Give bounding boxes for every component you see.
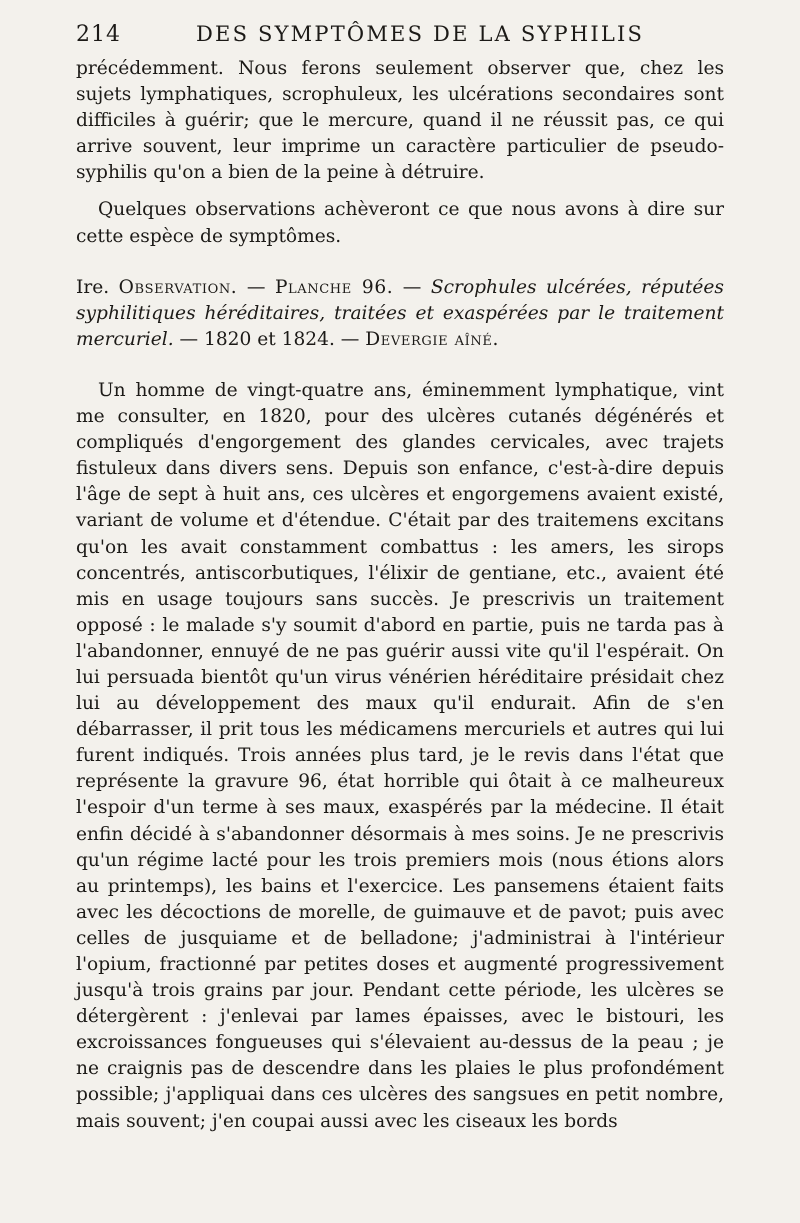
observation-author: Devergie aîné. [365, 328, 499, 350]
body-text [76, 56, 724, 1135]
observation-plate: Planche 96. [274, 276, 394, 298]
paragraph-intro: précédemment. Nous ferons seulement observer que, chez les sujets lymphatiques, scrophuleux, les ulcérations secondaires sont difficiles à guérir; que le mercure, quand il ne réussit pas, ce qui arrive souvent, leur imprime un caractère particulier de pseudo-syphilis qu'on a bien de la peine à détruire. [76, 58, 724, 184]
observation-label: Observation. [118, 276, 238, 298]
page-header [76, 20, 726, 56]
page-number: 214 [76, 22, 121, 47]
observation-dash-2: — [393, 276, 431, 298]
observation-heading [76, 275, 724, 353]
observation-number: Ire. [76, 276, 110, 298]
paragraph-transition: Quelques observations achèveront ce que nous avons à dire sur cette espèce de symptômes. [76, 199, 724, 247]
paragraph-case: Un homme de vingt-quatre ans, éminemment lymphatique, vint me consulter, en 1820, pour des ulcères cutanés dégénérés et compliqués d'engorgement des glandes cervicales, avec trajets fistuleux dans divers sens. Depuis son enfance, c'est-à-dire depuis l'âge de sept à huit ans, ces ulcères et engorgemens avaient existé, variant de volume et d'étendue. C'était par des traitemens excitans qu'on les avait constamment combattus : les amers, les sirops concentrés, antiscorbutiques, l'élixir de gentiane, etc., avaient été mis en usage toujours sans succès. Je prescrivis un traitement opposé : le malade s'y soumit d'abord en partie, puis ne tarda pas à l'abandonner, ennuyé de ne pas guérir aussi vite qu'il l'espérait. On lui persuada bientôt qu'un virus vénérien héréditaire présidait chez lui au développement des maux qu'il endurait. Afin de s'en débarrasser, il prit tous les médicamens mercuriels et autres qui lui furent indiqués. Trois années plus tard, je le revis dans l'état que représente la gravure 96, état horrible qui ôtait à ce malheureux l'espoir d'un terme à ses maux, exaspérés par la médecine. Il était enfin décidé à s'abandonner désormais à mes soins. Je ne prescrivis qu'un régime lacté pour les trois premiers mois (nous étions alors au printemps), les bains et l'exercice. Les pansemens étaient faits avec les décoctions de morelle, de guimauve et de pavot; puis avec celles de jusquiame et de belladone; j'administrai à l'intérieur l'opium, fractionné par petites doses et augmenté progressivement jusqu'à trois grains par jour. Pendant cette période, les ulcères se détergèrent : j'enlevai par lames épaisses, avec le bistouri, les excroissances fongueuses qui s'élevaient au-dessus de la peau ; je ne craignis pas de descendre dans les plaies le plus profondément possible; j'appliquai dans ces ulcères des sangsues en petit nombre, mais souvent; j'en coupai aussi avec les ciseaux les bords [76, 379, 724, 1132]
observation-title: Scrophules ulcérées, réputées syphilitiques héréditaires, traitées et exaspérées par le traitement mercuriel. [76, 276, 724, 350]
observation-dates: — 1820 et 1824. — [173, 328, 366, 350]
observation-dash-1: — [237, 276, 275, 298]
running-title: DES SYMPTÔMES DE LA SYPHILIS [196, 22, 645, 46]
